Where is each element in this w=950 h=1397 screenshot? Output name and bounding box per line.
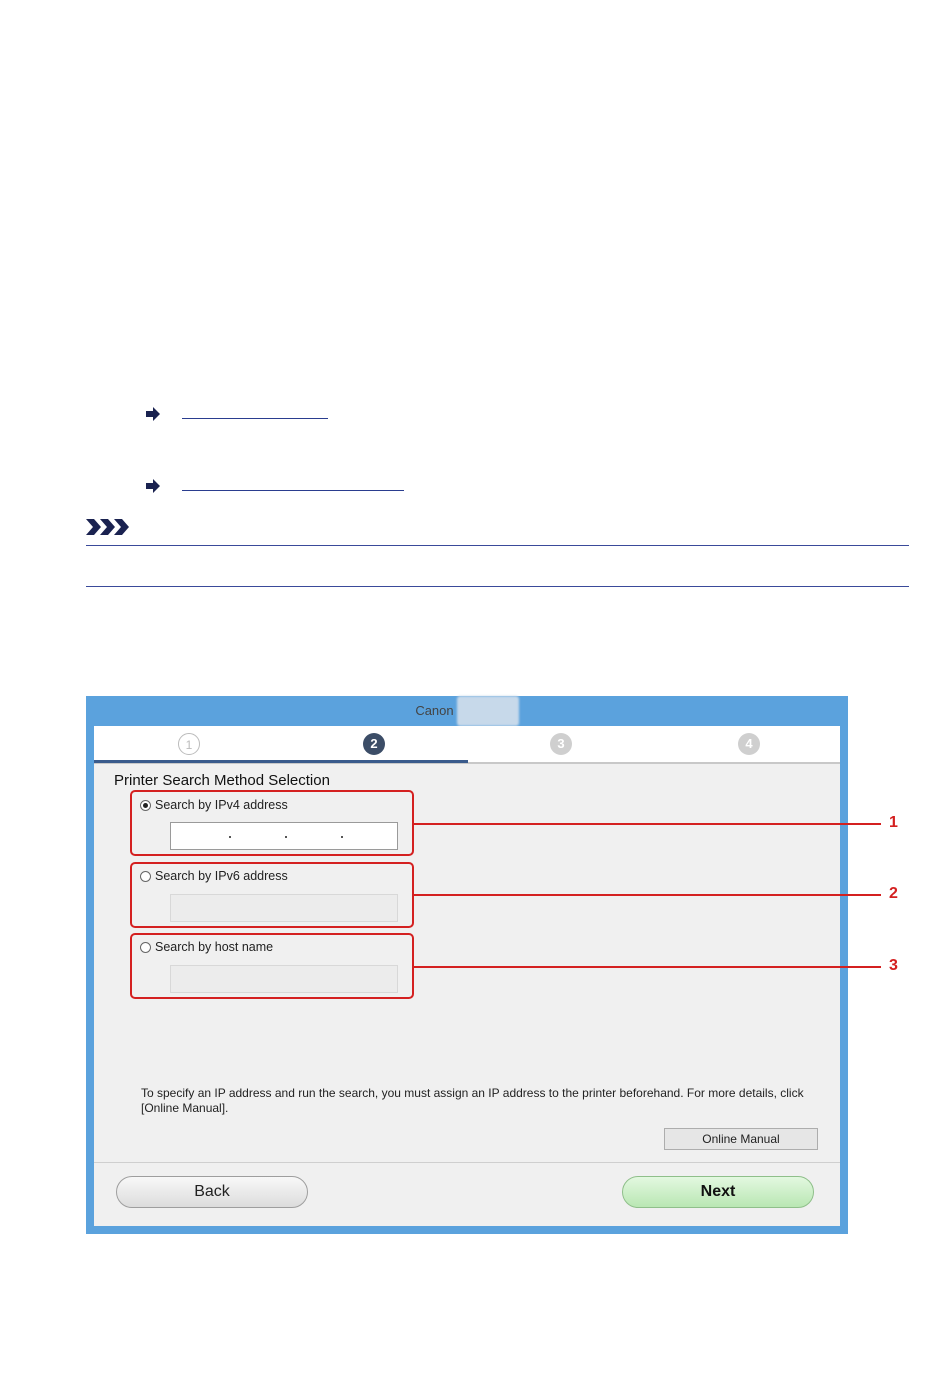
step-1-done-icon: 1	[178, 733, 200, 755]
step-3: 3	[550, 733, 572, 755]
radio-hostname[interactable]	[140, 940, 273, 954]
ip-separator	[285, 836, 287, 838]
footer-divider	[94, 1162, 840, 1163]
dialog-title-model-redacted	[457, 696, 518, 726]
radio-ipv6[interactable]	[140, 869, 288, 883]
step-4: 4	[738, 733, 760, 755]
arrow-right-icon	[146, 479, 162, 493]
radio-button-unchecked[interactable]	[140, 871, 151, 882]
info-text: To specify an IP address and run the search, you must assign an IP address to the printer beforehand. For more details, click [Online Manual].	[141, 1086, 804, 1115]
next-button[interactable]: Next	[622, 1176, 814, 1208]
callout-number-2: 2	[889, 885, 898, 902]
ipv4-address-field[interactable]	[170, 822, 398, 850]
link-underline-1	[182, 417, 328, 419]
arrow-right-icon	[146, 407, 162, 421]
radio-ipv4[interactable]	[140, 798, 288, 812]
section-title: Printer Search Method Selection	[114, 772, 330, 789]
hostname-field[interactable]	[170, 965, 398, 993]
callout-line-1	[414, 823, 881, 825]
step-progress-bar	[94, 760, 468, 763]
callout-line-2	[414, 894, 881, 896]
note-box	[86, 545, 909, 587]
dialog-titlebar	[86, 696, 848, 726]
back-button[interactable]: Back	[116, 1176, 308, 1208]
note-chevrons-icon	[86, 517, 132, 537]
ip-separator	[229, 836, 231, 838]
dialog-title: Canon	[415, 703, 454, 718]
ipv6-address-field[interactable]	[170, 894, 398, 922]
setup-dialog-window	[86, 696, 848, 1234]
radio-hostname-label: Search by host name	[155, 940, 274, 954]
link-underline-2	[182, 489, 404, 491]
ip-separator	[341, 836, 343, 838]
radio-button-checked[interactable]	[140, 800, 151, 811]
step-2-current: 2	[363, 733, 385, 755]
radio-ipv6-label: Search by IPv6 address	[155, 869, 288, 883]
callout-number-1: 1	[889, 814, 898, 831]
radio-button-unchecked[interactable]	[140, 942, 151, 953]
dialog-client-area	[94, 726, 840, 1226]
radio-ipv4-label: Search by IPv4 address	[155, 798, 288, 812]
link-item-2[interactable]	[146, 479, 404, 493]
callout-number-3: 3	[889, 957, 898, 974]
step-indicator	[94, 726, 840, 764]
online-manual-button[interactable]: Online Manual	[664, 1128, 818, 1150]
link-item-1[interactable]	[146, 407, 328, 421]
callout-line-3	[414, 966, 881, 968]
